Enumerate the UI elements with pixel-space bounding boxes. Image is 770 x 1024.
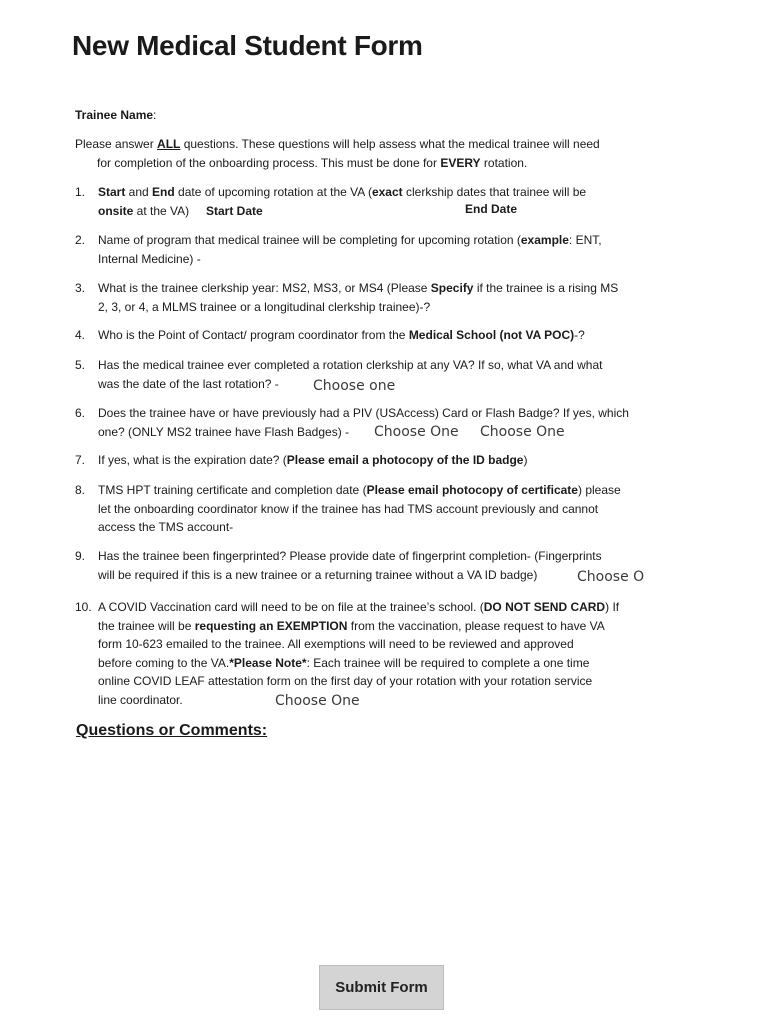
intro-line-1 [75,135,675,154]
end-date-label[interactable]: End Date [465,202,518,216]
intro-line-2 [97,154,677,173]
q4-text: Who is the Point of Contact/ program coordinator from the Medical School (not VA POC)-? [98,328,585,342]
q9-number: 9. [75,549,86,563]
q6-choose-dropdown-1[interactable]: Choose One [374,424,459,440]
comments-label: Questions or Comments: [76,722,268,739]
intro-text: rotation. [480,156,528,170]
start-date-label[interactable]: Start Date [206,204,263,218]
q3-text: What is the trainee clerkship year: MS2, MS3, or MS4 (Please Specify if the trainee is a rising MS 2, 3, or 4, a MLMS trainee or a longitudinal clerkship trainee)-? [98,281,619,314]
q4-number: 4. [75,328,86,342]
intro-text: Please answer [75,137,158,151]
q6-choose-dropdown-2[interactable]: Choose One [480,424,565,440]
page-title: New Medical Student Form [72,30,423,61]
q1-text: Start and End date of upcoming rotation at the VA (exact clerkship dates that trainee will be onsite at the VA) [98,185,587,218]
q5-text: Has the medical trainee ever completed a rotation clerkship at any VA? If so, what VA and what was the date of the last rotation? - [98,358,603,391]
q10-number: 10. [75,600,92,614]
q7-number: 7. [75,453,86,467]
q6-text: Does the trainee have or have previously had a PIV (USAccess) Card or Flash Badge? If yes, which one? (ONLY MS2 trainee have Flash Badges) - [98,406,629,439]
q1-number: 1. [75,185,86,199]
q2-number: 2. [75,233,86,247]
q5-number: 5. [75,358,86,372]
q10-text: A COVID Vaccination card will need to be on file at the trainee’s school. (DO NOT SEND CARD) If the trainee will be requesting an EXEMPTION from the vaccination, please request to have VA form 10-623 emailed to the trainee. All exemptions will need to be reviewed and approved before coming to the VA.*Please Note*: Each trainee will be required to complete a one time online COVID LEAF attestation form on the first day of your rotation with your rotation service line coordinator. [98,600,620,707]
q5-choose-dropdown[interactable]: Choose one [313,378,396,394]
intro-text: for completion of the onboarding process. This must be done for [97,156,441,170]
q8-number: 8. [75,483,86,497]
comments-field[interactable] [76,750,676,940]
q10-choose-dropdown[interactable]: Choose One [275,693,360,709]
submit-button[interactable]: Submit Form [319,965,444,1010]
intro-text: questions. These questions will help assess what the medical trainee will need [180,137,600,151]
q3-number: 3. [75,281,86,295]
intro-every: EVERY [440,156,481,170]
q2-text: Name of program that medical trainee will be completing for upcoming rotation (example: ENT, Internal Medicine) - [98,233,602,266]
intro-all: ALL [157,137,181,151]
q9-text: Has the trainee been fingerprinted? Please provide date of fingerprint completion- (Fingerprints will be required if this is a new trainee or a returning trainee without a VA ID badge) [98,549,602,582]
trainee-name-label: Trainee Name [75,108,154,122]
q8-text: TMS HPT training certificate and completion date (Please email photocopy of certificate) please let the onboarding coordinator know if the trainee has had TMS account previously and cannot access the TMS account- [98,483,621,534]
q7-text: If yes, what is the expiration date? (Please email a photocopy of the ID badge) [98,453,528,467]
q6-number: 6. [75,406,86,420]
trainee-name-row: Trainee Name: [75,108,157,122]
q9-choose-dropdown[interactable]: Choose O [577,569,645,585]
